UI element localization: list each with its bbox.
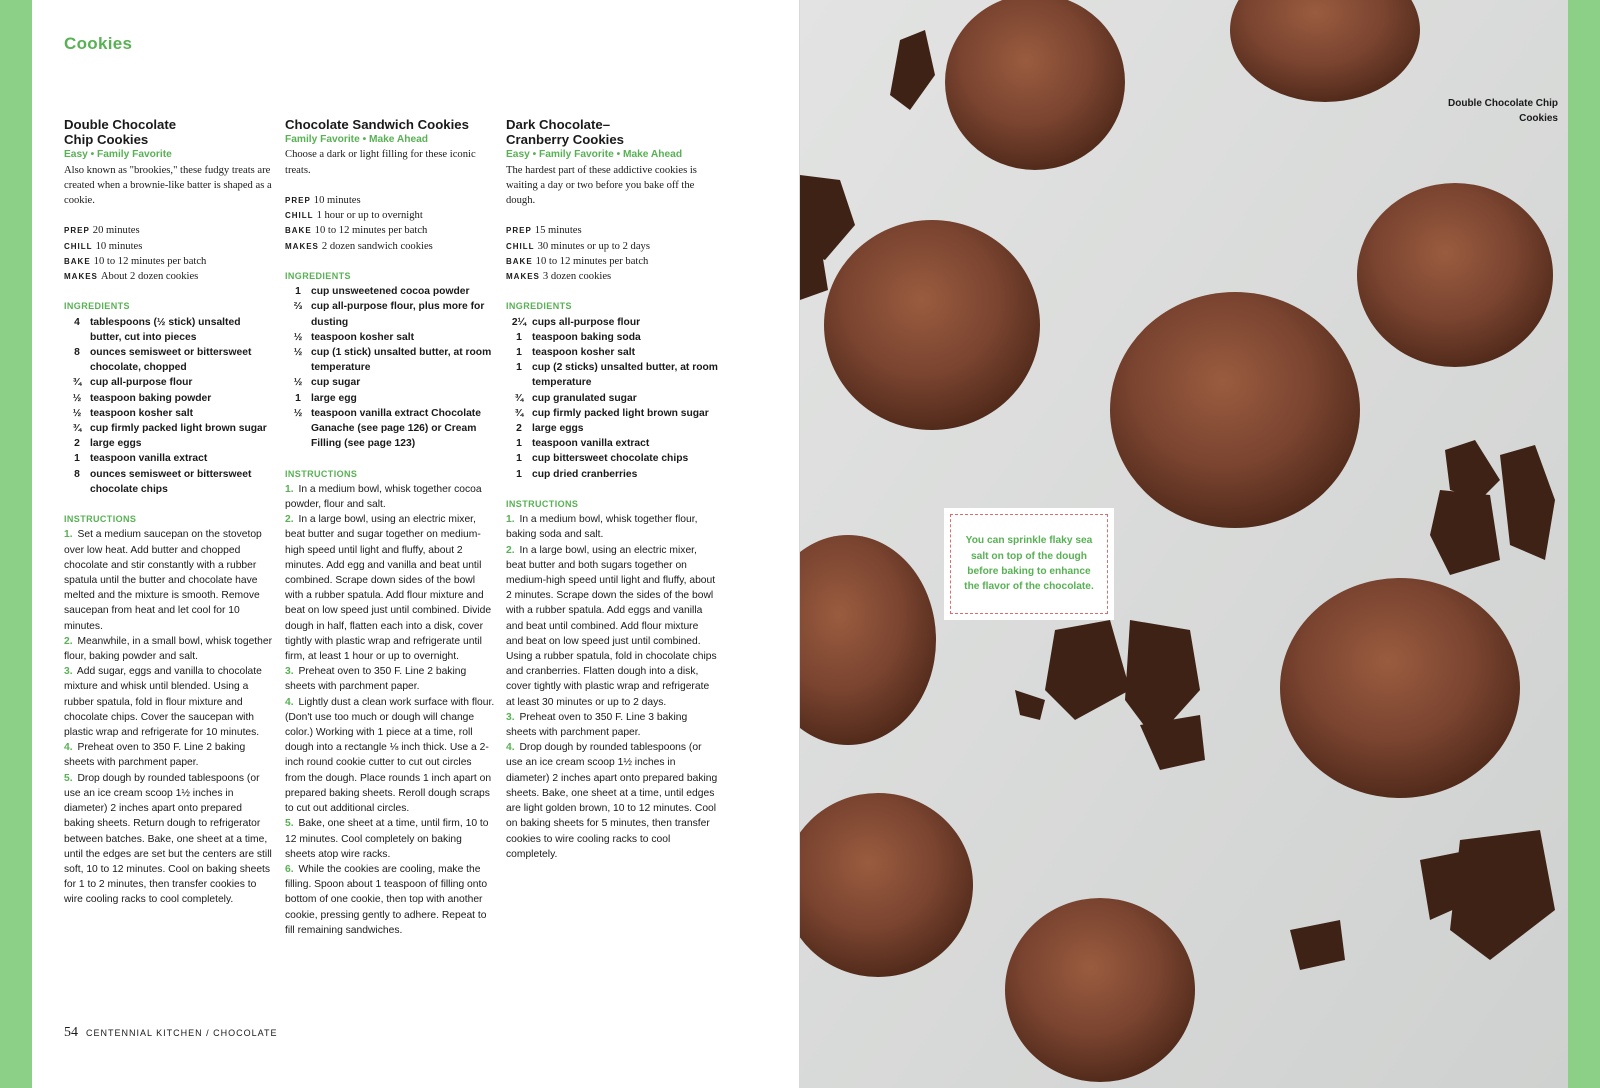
meta-value: About 2 dozen cookies: [100, 271, 199, 283]
ingredient-text: tablespoons (½ stick) unsalted butter, cut into pieces: [90, 316, 241, 343]
step-number: 4.: [506, 742, 515, 754]
ingredient-item: [64, 375, 274, 390]
ingredient-item: [64, 406, 274, 421]
ingredient-item: [64, 451, 274, 466]
ingredient-item: [64, 436, 274, 451]
step-number: 5.: [64, 772, 73, 784]
instruction-step: [506, 543, 718, 710]
instruction-step: [285, 482, 495, 512]
meta-label: MAKES: [285, 241, 319, 251]
ingredient-qty: 4: [74, 316, 80, 328]
meta-row: [64, 254, 274, 269]
meta-label: MAKES: [506, 272, 540, 282]
step-number: 6.: [285, 863, 294, 875]
meta-row: [64, 269, 274, 284]
meta-label: CHILL: [64, 241, 93, 251]
instructions-list: [506, 512, 718, 862]
meta-label: BAKE: [285, 226, 312, 236]
meta-row: [64, 223, 274, 238]
tip-text: You can sprinkle flaky sea salt on top of the dough before baking to enhance the flavor of the chocolate.: [964, 535, 1094, 593]
ingredient-qty: ⅔: [293, 301, 303, 313]
step-text: In a medium bowl, whisk together flour, baking soda and salt.: [506, 514, 698, 541]
recipe-meta: [285, 193, 495, 254]
instructions-list: [285, 482, 495, 938]
step-number: 4.: [285, 696, 294, 708]
ingredient-item: [285, 345, 495, 375]
meta-label: PREP: [285, 196, 311, 205]
ingredient-qty: 2: [516, 423, 522, 435]
instruction-step: [285, 695, 495, 817]
recipe-title: [285, 117, 495, 132]
step-number: 1.: [285, 483, 294, 495]
ingredient-item: [285, 391, 495, 406]
meta-value: 10 to 12 minutes per batch: [93, 255, 207, 267]
instruction-step: [285, 816, 495, 862]
ingredient-qty: 8: [74, 347, 80, 359]
recipe-meta: [506, 223, 718, 284]
ingredient-item: [64, 421, 274, 436]
ingredient-item: [285, 330, 495, 345]
step-number: 4.: [64, 742, 73, 754]
recipe-description: Also known as "brookies," these fudgy treats are created when a brownie-like batter is shaped as a cookie.: [64, 164, 272, 207]
recipe-column: [506, 117, 718, 862]
ingredient-text: cups all-purpose flour: [532, 316, 641, 328]
step-number: 3.: [64, 666, 73, 678]
ingredient-item: [64, 345, 274, 375]
ingredients-list: [506, 315, 718, 482]
ingredient-item: [506, 315, 718, 330]
ingredient-text: teaspoon vanilla extract Chocolate Ganache (see page 126) or Cream Filling (see page 123): [311, 407, 481, 450]
ingredient-qty: ¾: [514, 392, 524, 404]
instructions-heading: INSTRUCTIONS: [506, 499, 579, 510]
ingredient-text: teaspoon baking soda: [532, 331, 641, 343]
instruction-step: [285, 664, 495, 694]
instruction-step: [64, 634, 274, 664]
ingredient-text: teaspoon vanilla extract: [90, 453, 208, 465]
ingredient-text: teaspoon kosher salt: [311, 331, 414, 343]
step-text: While the cookies are cooling, make the filling. Spoon about 1 teaspoon of filling onto bottom of one cookie, then top with another cookie, pressing gently to adhere. Repeat to fill remaining sandwiches.: [285, 863, 488, 936]
ingredient-qty: 1: [74, 453, 80, 465]
instruction-step: [64, 527, 274, 633]
recipe-title: [506, 117, 718, 147]
ingredient-qty: 2¼: [511, 316, 527, 328]
ingredient-item: [285, 406, 495, 452]
ingredient-qty: 1: [295, 286, 301, 298]
meta-row: [506, 269, 718, 284]
recipe-title-line: Chip Cookies: [64, 132, 149, 148]
ingredient-text: teaspoon kosher salt: [532, 347, 635, 359]
ingredient-qty: ½: [293, 377, 303, 389]
ingredient-text: cup (1 stick) unsalted butter, at room temperature: [311, 347, 492, 374]
page-number: 54: [64, 1025, 78, 1040]
step-text: Drop dough by rounded tablespoons (or use an ice cream scoop 1½ inches in diameter) 2 inches apart onto prepared baking sheets. Bake, one sheet at a time, until edges are light golden brown, 10 to 12 minutes. Cool on baking sheets for 5 minutes, then transfer cookies to wire cooling racks to cool completely.: [506, 742, 718, 860]
ingredient-text: large egg: [311, 392, 357, 404]
ingredient-qty: 1: [516, 438, 522, 450]
ingredient-item: [285, 299, 495, 329]
ingredient-text: teaspoon vanilla extract: [532, 438, 650, 450]
meta-value: 1 hour or up to overnight: [316, 210, 423, 222]
meta-value: 20 minutes: [92, 225, 140, 237]
ingredient-qty: ¾: [72, 377, 82, 389]
step-text: Preheat oven to 350 F. Line 2 baking sheets with parchment paper.: [64, 742, 246, 769]
ingredient-qty: ¾: [72, 423, 82, 435]
ingredient-item: [285, 284, 495, 299]
ingredient-text: cup sugar: [311, 377, 361, 389]
step-text: Preheat oven to 350 F. Line 2 baking sheets with parchment paper.: [285, 666, 467, 693]
recipe-tags: Family Favorite • Make Ahead: [285, 134, 429, 146]
ingredient-item: [64, 467, 274, 497]
recipe-title-line: Cranberry Cookies: [506, 132, 624, 148]
ingredient-qty: 1: [516, 331, 522, 343]
ingredient-text: teaspoon kosher salt: [90, 407, 193, 419]
ingredient-text: large eggs: [90, 438, 142, 450]
step-number: 1.: [64, 529, 73, 541]
ingredients-list: [64, 315, 274, 497]
meta-label: BAKE: [506, 256, 533, 266]
meta-row: [64, 239, 274, 254]
ingredients-list: [285, 284, 495, 451]
recipe-description: The hardest part of these addictive cookies is waiting a day or two before you bake off the dough.: [506, 164, 697, 207]
tip-callout: [944, 508, 1114, 620]
meta-label: PREP: [506, 226, 532, 236]
ingredient-item: [506, 451, 718, 466]
ingredient-qty: 1: [516, 362, 522, 374]
ingredient-text: cup all-purpose flour, plus more for dusting: [311, 301, 485, 328]
step-text: In a large bowl, using an electric mixer, beat butter and sugar together on medium-high speed until light and fluffy, about 2 minutes. Add egg and vanilla and beat until combined. Scrape down sides of the bowl with a rubber spatula. Add flour mixture and beat on low speed just until combined. Divide dough in half, flatten each into a disk, cover tightly with plastic wrap and refrigerate until firm, at least 1 hour or up to overnight.: [285, 514, 492, 663]
ingredient-text: ounces semisweet or bittersweet chocolate, chopped: [90, 347, 252, 374]
meta-value: 3 dozen cookies: [542, 271, 612, 283]
step-number: 3.: [506, 711, 515, 723]
ingredient-qty: 1: [516, 347, 522, 359]
meta-label: PREP: [64, 226, 90, 236]
recipe-title-line: Double Chocolate: [64, 117, 177, 132]
step-text: Lightly dust a clean work surface with flour. (Don't use too much or dough will change color.) Working with 1 piece at a time, roll dough into a rectangle ⅛ inch thick. Use a 2-inch round cookie cutter to cut out circles from the dough. Place rounds 1 inch apart on prepared baking sheets. Reroll dough scraps to cut out additional circles.: [285, 696, 495, 815]
cookie-photo-illustration: [800, 0, 1568, 1088]
ingredient-text: cup granulated sugar: [532, 392, 637, 404]
step-text: Set a medium saucepan on the stovetop over low heat. Add butter and chopped chocolate and stir constantly with a rubber spatula until the butter and chocolate have melted and the mixture is smooth. Remove saucepan from heat and let cool for 10 minutes.: [64, 529, 262, 632]
ingredient-qty: 1: [516, 468, 522, 480]
step-text: In a medium bowl, whisk together cocoa powder, flour and salt.: [285, 483, 482, 511]
ingredient-qty: 2: [74, 438, 80, 450]
recipe-column: [64, 117, 274, 908]
meta-value: 10 minutes: [313, 195, 361, 206]
meta-value: 30 minutes or up to 2 days: [537, 240, 650, 252]
ingredient-item: [506, 330, 718, 345]
recipe-meta: [64, 223, 274, 284]
section-title: Cookies: [64, 34, 133, 53]
ingredient-text: cup bittersweet chocolate chips: [532, 453, 689, 465]
meta-value: 2 dozen sandwich cookies: [321, 240, 433, 252]
tip-border: [950, 514, 1108, 614]
page-footer: [64, 1025, 278, 1041]
ingredient-text: teaspoon baking powder: [90, 392, 212, 404]
photo-caption: Double Chocolate Chip Cookies: [1448, 98, 1558, 124]
recipe-description: Choose a dark or light filling for these iconic treats.: [285, 149, 476, 176]
ingredients-heading: INGREDIENTS: [285, 271, 351, 281]
ingredient-text: cup firmly packed light brown sugar: [532, 407, 709, 419]
ingredient-text: cup unsweetened cocoa powder: [311, 286, 470, 298]
instruction-step: [64, 771, 274, 908]
instructions-heading: INSTRUCTIONS: [64, 514, 137, 525]
ingredient-item: [506, 391, 718, 406]
step-number: 5.: [285, 818, 294, 830]
step-number: 2.: [506, 544, 515, 556]
recipe-title: [64, 117, 274, 147]
ingredient-qty: 1: [516, 453, 522, 465]
instructions-list: [64, 527, 274, 907]
ingredient-text: cup dried cranberries: [532, 468, 638, 480]
instruction-step: [506, 512, 718, 542]
left-edge-strip: [0, 0, 32, 1088]
left-page: [32, 0, 799, 1088]
ingredient-text: ounces semisweet or bittersweet chocolate chips: [90, 468, 252, 495]
meta-label: CHILL: [506, 241, 535, 251]
ingredient-item: [506, 467, 718, 482]
ingredients-heading: INGREDIENTS: [506, 301, 572, 312]
ingredient-qty: ½: [72, 407, 82, 419]
ingredient-qty: 1: [295, 392, 301, 404]
step-text: Preheat oven to 350 F. Line 3 baking sheets with parchment paper.: [506, 711, 688, 739]
ingredient-item: [285, 375, 495, 390]
meta-row: [285, 193, 495, 208]
meta-value: 10 minutes: [95, 240, 143, 252]
ingredient-qty: ½: [293, 407, 303, 419]
meta-value: 10 to 12 minutes per batch: [535, 255, 649, 267]
ingredient-item: [64, 391, 274, 406]
ingredients-heading: INGREDIENTS: [64, 301, 130, 312]
ingredient-text: large eggs: [532, 423, 584, 435]
book-title: CENTENNIAL KITCHEN / CHOCOLATE: [86, 1028, 278, 1038]
recipe-title-line: Dark Chocolate–: [506, 117, 611, 132]
meta-row: [506, 239, 718, 254]
instructions-heading: INSTRUCTIONS: [285, 468, 358, 479]
recipe-tags: Easy • Family Favorite: [64, 149, 172, 161]
step-text: Add sugar, eggs and vanilla to chocolate mixture and whisk until blended. Using a rubber spatula, fold in flour mixture and chocolate chips. Cover the saucepan with plastic wrap and refrigerate for 10 minutes.: [64, 666, 262, 739]
meta-row: [285, 208, 495, 223]
ingredient-text: cup (2 sticks) unsalted butter, at room temperature: [532, 362, 718, 389]
instruction-step: [506, 740, 718, 862]
recipe-column: [285, 117, 495, 938]
step-text: Bake, one sheet at a time, until firm, 10 to 12 minutes. Cool completely on baking sheets atop wire racks.: [285, 818, 489, 860]
ingredient-item: [506, 421, 718, 436]
ingredient-qty: ¾: [514, 407, 524, 419]
step-text: Meanwhile, in a small bowl, whisk together flour, baking powder and salt.: [64, 635, 273, 663]
meta-value: 10 to 12 minutes per batch: [314, 225, 428, 237]
instruction-step: [285, 512, 495, 664]
step-text: Drop dough by rounded tablespoons (or use an ice cream scoop 1½ inches in diameter) 2 inches apart onto prepared baking sheets. Return dough to refrigerator between batches. Bake, one sheet at a time, until the edges are set but the centers are still soft, 10 to 12 minutes. Cool on baking sheets for 1 to 2 minutes, then transfer cookies to wire cooling racks to cool completely.: [64, 772, 272, 906]
instruction-step: [285, 862, 495, 938]
recipe-title-line: Chocolate Sandwich Cookies: [285, 117, 469, 132]
ingredient-item: [506, 406, 718, 421]
step-number: 2.: [285, 514, 294, 526]
step-number: 1.: [506, 514, 515, 526]
right-edge-strip: [1568, 0, 1600, 1088]
meta-row: [506, 254, 718, 269]
cookie-photo: [800, 0, 1568, 1088]
step-text: In a large bowl, using an electric mixer, beat butter and both sugars together on medium-high speed until light and fluffy, about 2 minutes. Scrape down the sides of the bowl with a rubber spatula. Add eggs and vanilla and beat until combined. Add flour mixture and beat on low speed just until combined. Using a rubber spatula, fold in chocolate chips and cranberries. Flatten dough into a disk, cover tightly with plastic wrap and refrigerate at least 30 minutes or up to 2 days.: [506, 544, 717, 708]
meta-label: MAKES: [64, 272, 98, 282]
instruction-step: [506, 710, 718, 740]
ingredient-item: [506, 345, 718, 360]
ingredient-qty: ½: [293, 347, 303, 359]
meta-value: 15 minutes: [534, 225, 582, 237]
instruction-step: [64, 740, 274, 770]
step-number: 3.: [285, 666, 294, 678]
meta-row: [285, 223, 495, 238]
meta-row: [506, 223, 718, 238]
meta-label: CHILL: [285, 211, 314, 221]
recipe-tags: Easy • Family Favorite • Make Ahead: [506, 149, 683, 161]
meta-label: BAKE: [64, 256, 91, 266]
ingredient-qty: ½: [293, 331, 303, 343]
meta-row: [285, 239, 495, 254]
ingredient-item: [506, 360, 718, 390]
ingredient-qty: 8: [74, 468, 80, 480]
ingredient-qty: ½: [72, 392, 82, 404]
step-number: 2.: [64, 635, 73, 647]
ingredient-item: [506, 436, 718, 451]
instruction-step: [64, 664, 274, 740]
ingredient-text: cup firmly packed light brown sugar: [90, 423, 267, 435]
ingredient-text: cup all-purpose flour: [90, 377, 193, 389]
ingredient-item: [64, 315, 274, 345]
